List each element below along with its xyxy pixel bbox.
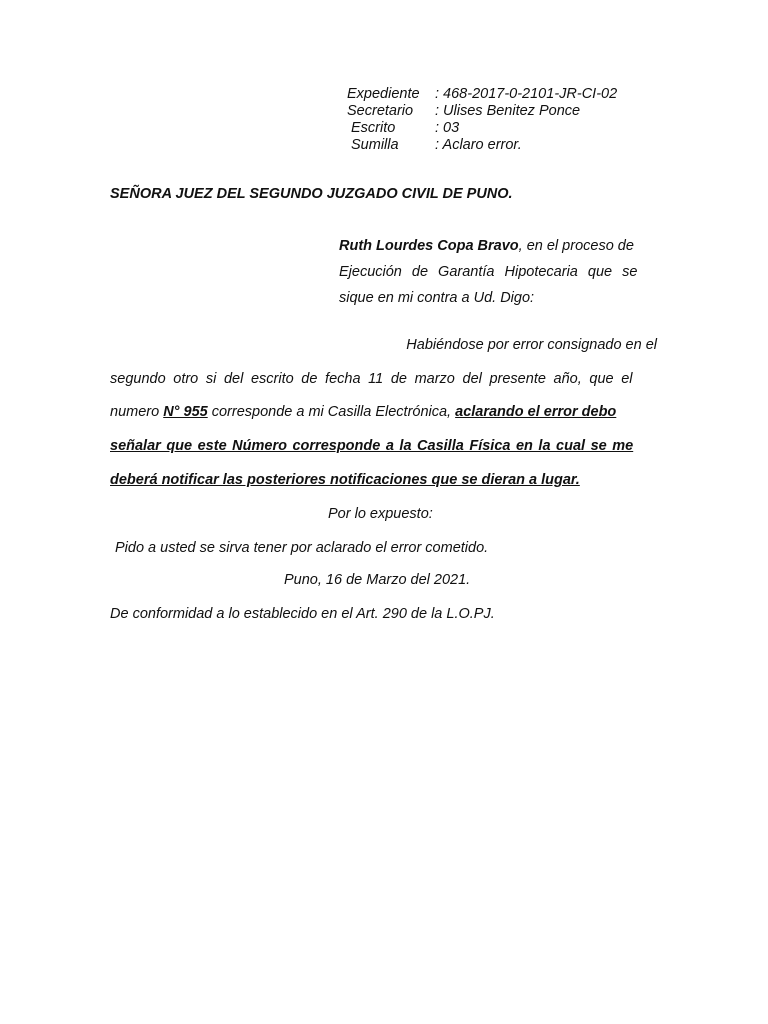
header-row-escrito [347,120,617,137]
case-header [347,86,617,154]
date-line: Puno, 16 de Marzo del 2021. [284,572,471,588]
expediente-value: : 468-2017-0-2101-JR-CI-02 [435,86,618,102]
body-line-3-b: corresponde a mi Casilla Electrónica, [207,404,456,420]
secretario-label: Secretario [347,103,414,119]
escrito-value: : 03 [435,120,460,136]
intro-line-1 [339,233,657,259]
body-line-3 [110,404,657,420]
body-line-1 [384,337,657,353]
body-line-5 [110,472,657,488]
request-line: Pido a usted se sirva tener por aclarado el error cometido. [115,540,489,556]
body-line-1-text: Habiéndose por error consignado en el [406,337,657,353]
escrito-label: Escrito [351,120,396,136]
header-row-expediente [347,86,617,103]
sumilla-value: : Aclaro error. [435,137,522,153]
conformity-line: De conformidad a lo establecido en el Art. 290 de la L.O.PJ. [110,606,495,622]
petitioner-name: Ruth Lourdes Copa Bravo [339,238,519,254]
intro-line-3-text: sique en mi contra a Ud. Digo: [339,290,535,306]
body-line-5-text: deberá notificar las posteriores notificaciones que se dieran a lugar. [110,472,580,488]
por-lo-expuesto: Por lo expuesto: [328,506,433,522]
intro-paragraph [339,233,657,311]
case-number-955: N° 955 [163,404,208,420]
body-line-3-a: numero [110,404,164,420]
header-row-secretario [347,103,617,120]
intro-line-2 [339,259,657,285]
intro-line-3 [339,285,657,311]
body-line-2-text: segundo otro si del escrito de fecha 11 de marzo del presente año, que el [110,371,633,387]
body-line-2 [110,371,657,387]
intro-line-1-rest: , en el proceso de [518,238,634,254]
sumilla-label: Sumilla [351,137,399,153]
intro-line-2-text: Ejecución de Garantía Hipotecaria que se [339,264,638,280]
secretario-value: : Ulises Benitez Ponce [435,103,581,119]
expediente-label: Expediente [347,86,420,102]
body-line-3-bold: aclarando el error debo [455,404,617,420]
addressee-heading: SEÑORA JUEZ DEL SEGUNDO JUZGADO CIVIL DE PUNO. [110,186,513,202]
body-line-4 [110,438,657,454]
body-line-4-text: señalar que este Número corresponde a la Casilla Física en la cual se me [110,438,634,454]
header-row-sumilla [347,137,617,154]
